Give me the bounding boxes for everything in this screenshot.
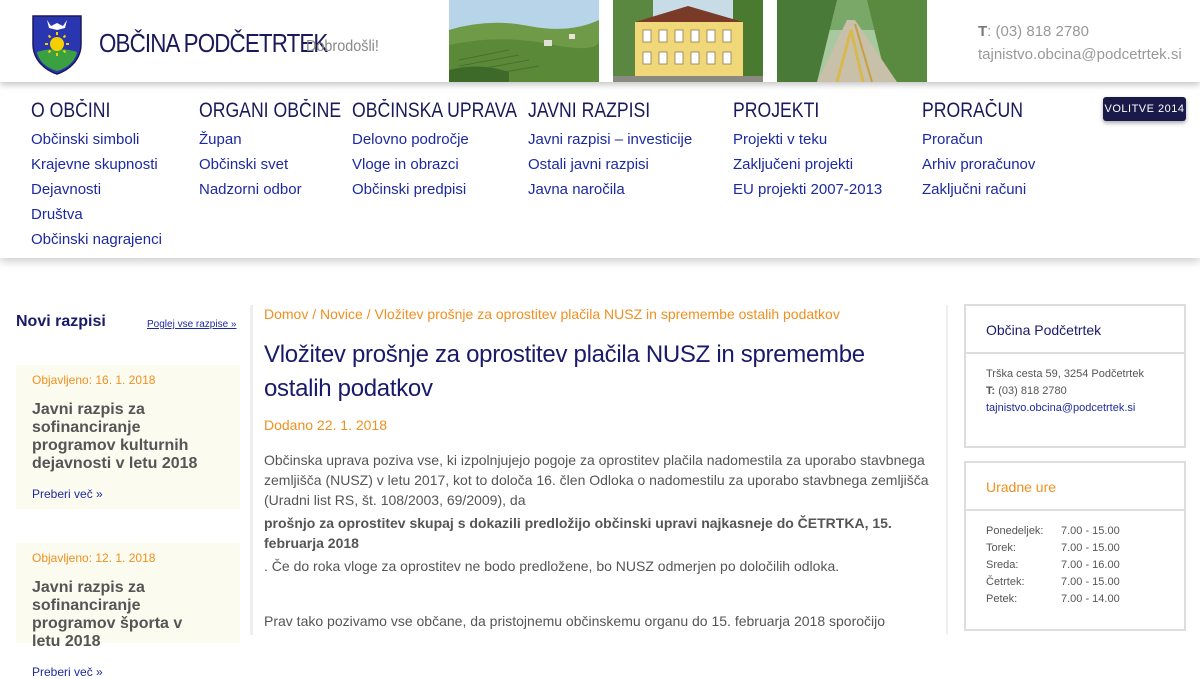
nav-link-proracun[interactable]: Proračun xyxy=(922,131,983,148)
contact-box xyxy=(964,304,1186,448)
nav-column-o-obcini xyxy=(31,98,162,252)
nav-heading-javni-razpisi[interactable]: JAVNI RAZPISI xyxy=(528,99,651,122)
nav-column-obcinska-uprava xyxy=(352,98,548,202)
contact-email-link[interactable]: tajnistvo.obcina@podcetrtek.si xyxy=(986,402,1136,414)
nav-heading-obcinska-uprava[interactable]: OBČINSKA UPRAVA xyxy=(352,99,518,122)
header-photo-building xyxy=(613,0,763,82)
tender-title[interactable]: Javni razpis za sofinanciranje programov športa v letu 2018 xyxy=(32,579,183,650)
office-hours-row: Sreda: 7.00 - 16.00 xyxy=(986,559,1120,571)
nav-link-eu-projekti[interactable]: EU projekti 2007-2013 xyxy=(733,181,883,198)
office-hours-row: Četrtek: 7.00 - 15.00 xyxy=(986,576,1120,588)
nav-link-zakljucni-racuni[interactable]: Zaključni računi xyxy=(922,181,1027,198)
nav-link-obcinski-predpisi[interactable]: Občinski predpisi xyxy=(352,181,467,198)
breadcrumb-separator: / xyxy=(362,306,375,322)
view-all-tenders-link[interactable]: Poglej vse razpise » xyxy=(147,319,237,330)
read-more-link[interactable]: Preberi več » xyxy=(32,665,103,679)
nav-column-javni-razpisi xyxy=(528,98,692,202)
welcome-text: Dobrodošli! xyxy=(306,38,379,55)
tender-title[interactable]: Javni razpis za sofinanciranje programov kulturnih dejavnosti v letu 2018 xyxy=(32,401,198,472)
header-phone: T: (03) 818 2780 xyxy=(978,23,1089,40)
office-hours-title: Uradne ure xyxy=(966,463,1184,511)
article-paragraph: Prav tako pozivamo vse občane, da pristojnemu občinskemu organu do 15. februarja 2018 sporočijo xyxy=(264,613,886,629)
nav-link-obcinski-svet[interactable]: Občinski svet xyxy=(199,156,289,173)
breadcrumb-current: Vložitev prošnje za oprostitev plačila NUSZ in spremembe ostalih podatkov xyxy=(374,306,840,322)
coat-of-arms-logo[interactable] xyxy=(31,14,83,76)
article-paragraph: Občinska uprava poziva vse, ki izpolnjujejo pogoje za oprostitev plačila nadomestila za uporabo stavbnega zemljišča (NUSZ) v letu 2017, kot to določa 16. člen Odloka o nadomestilu za uporabo stavbnega zemljišča (Uradni list RS, št. 108/2003, 69/2009), da xyxy=(264,452,929,508)
office-hours-row: Petek: 7.00 - 14.00 xyxy=(986,593,1120,605)
nav-link-drustva[interactable]: Društva xyxy=(31,206,83,223)
article-deadline: prošnjo za oprostitev skupaj s dokazili predložijo občinski upravi najkasneje do ČETRTKA, 15. februarja 2018 xyxy=(264,515,892,551)
article-date: Dodano 22. 1. 2018 xyxy=(264,417,387,433)
article-paragraph: . Če do roka vloge za oprostitev ne bodo predložene, bo NUSZ odmerjen po določilih odloka. xyxy=(264,558,840,574)
nav-link-obcinski-nagrajenci[interactable]: Občinski nagrajenci xyxy=(31,231,162,248)
nav-link-arhiv-proracunov[interactable]: Arhiv proračunov xyxy=(922,156,1036,173)
nav-link-nadzorni-odbor[interactable]: Nadzorni odbor xyxy=(199,181,302,198)
header-email[interactable]: tajnistvo.obcina@podcetrtek.si xyxy=(978,46,1182,63)
nav-link-ostali-javni-razpisi[interactable]: Ostali javni razpisi xyxy=(528,156,649,173)
office-hours-row: Ponedeljek: 7.00 - 15.00 xyxy=(986,525,1120,537)
tender-date: Objavljeno: 12. 1. 2018 xyxy=(32,551,156,565)
header-contact xyxy=(978,20,1182,66)
breadcrumb xyxy=(264,306,840,322)
nav-link-javna-narocila[interactable]: Javna naročila xyxy=(528,181,625,198)
office-hours-row: Torek: 7.00 - 15.00 xyxy=(986,542,1120,554)
nav-link-razpisi-investicije[interactable]: Javni razpisi – investicije xyxy=(528,131,693,148)
contact-phone: T: (03) 818 2780 xyxy=(986,385,1067,397)
nav-link-delovno-podrocje[interactable]: Delovno področje xyxy=(352,131,469,148)
read-more-link[interactable]: Preberi več » xyxy=(32,487,103,501)
nav-column-projekti xyxy=(733,98,882,202)
new-tenders-title: Novi razpisi xyxy=(16,313,106,330)
contact-address: Trška cesta 59, 3254 Podčetrtek xyxy=(986,368,1144,380)
volitve-2014-button[interactable]: VOLITVE 2014 xyxy=(1103,97,1186,121)
nav-link-vloge-in-obrazci[interactable]: Vloge in obrazci xyxy=(352,156,459,173)
office-hours-box xyxy=(964,461,1186,631)
nav-link-dejavnosti[interactable]: Dejavnosti xyxy=(31,181,102,198)
nav-link-zupan[interactable]: Župan xyxy=(199,131,242,148)
header-photo-vineyards xyxy=(449,0,599,82)
right-divider xyxy=(946,305,948,635)
nav-link-obcinski-simboli[interactable]: Občinski simboli xyxy=(31,131,140,148)
main-navigation xyxy=(0,82,1200,258)
office-hours-body xyxy=(966,511,1184,608)
tender-card xyxy=(16,543,240,679)
left-divider xyxy=(250,305,253,635)
nav-heading-proracun[interactable]: PRORAČUN xyxy=(922,99,1023,122)
site-title[interactable]: OBČINA PODČETRTEK xyxy=(99,28,328,58)
nav-column-proracun xyxy=(922,98,1042,202)
site-header xyxy=(0,0,1200,82)
article-body xyxy=(264,450,944,634)
nav-heading-projekti[interactable]: PROJEKTI xyxy=(733,99,820,122)
breadcrumb-news[interactable]: Novice xyxy=(320,306,363,322)
contact-box-body xyxy=(966,354,1184,417)
nav-column-organi-obcine xyxy=(199,98,368,202)
tender-card xyxy=(16,365,240,509)
tender-date: Objavljeno: 16. 1. 2018 xyxy=(32,373,156,387)
breadcrumb-separator: / xyxy=(308,306,321,322)
nav-link-projekti-v-teku[interactable]: Projekti v teku xyxy=(733,131,828,148)
nav-link-krajevne-skupnosti[interactable]: Krajevne skupnosti xyxy=(31,156,158,173)
nav-heading-o-obcini[interactable]: O OBČINI xyxy=(31,99,111,122)
nav-heading-organi-obcine[interactable]: ORGANI OBČINE xyxy=(199,99,342,122)
article-title: Vložitev prošnje za oprostitev plačila NUSZ in spremembe ostalih podatkov xyxy=(264,341,865,402)
contact-box-title: Občina Podčetrtek xyxy=(966,306,1184,354)
breadcrumb-home[interactable]: Domov xyxy=(264,306,309,322)
nav-link-zakljuceni-projekti[interactable]: Zaključeni projekti xyxy=(733,156,854,173)
header-photo-path xyxy=(777,0,927,82)
